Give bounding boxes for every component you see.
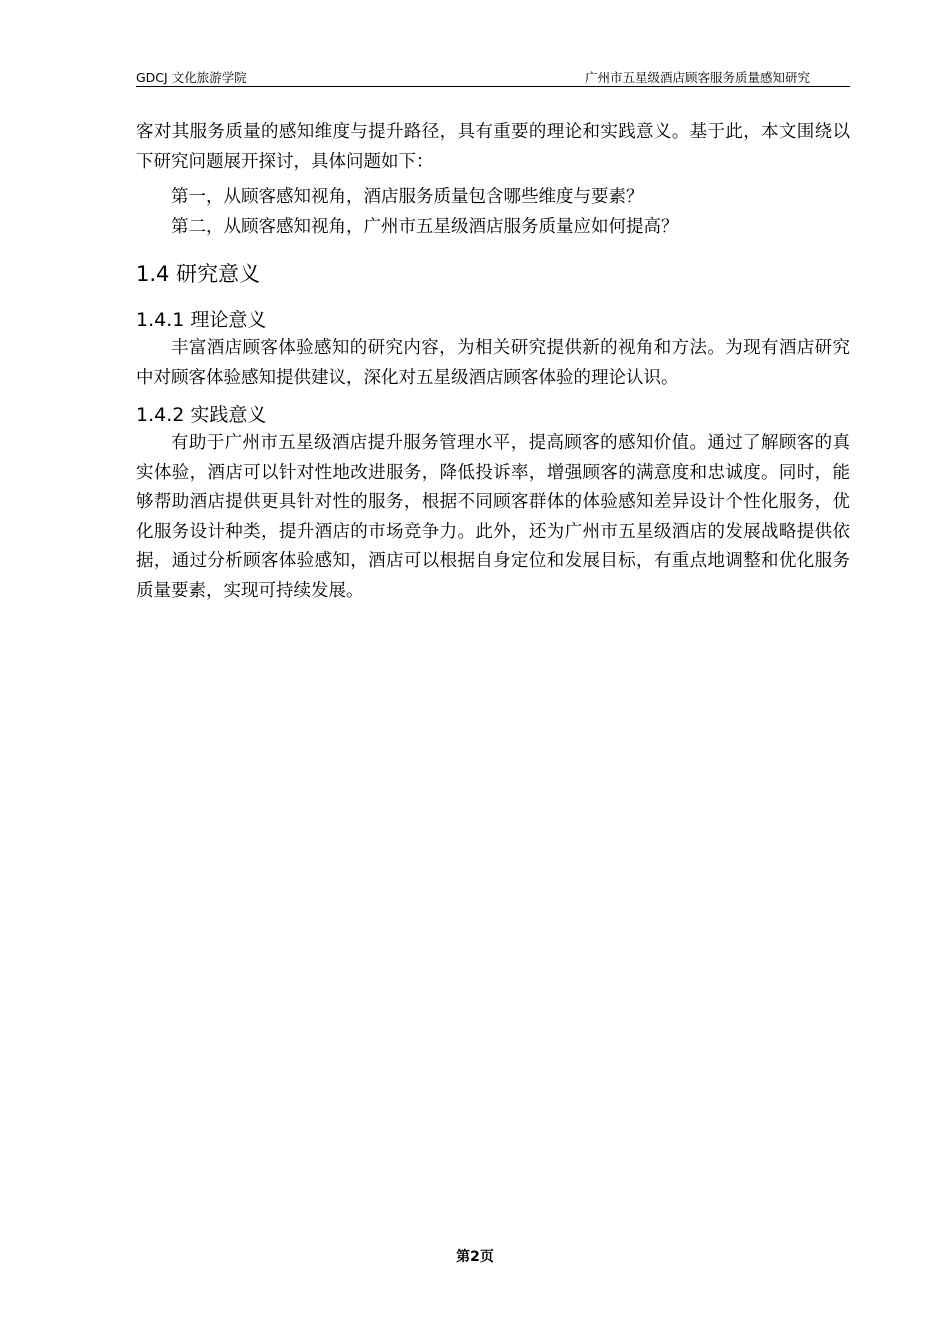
section-heading-1-4: 1.4 研究意义	[136, 262, 261, 286]
research-question-2: 第二，从顾客感知视角，广州市五星级酒店服务质量应如何提高？	[171, 217, 679, 237]
subsection-heading-1-4-2: 1.4.2 实践意义	[136, 404, 267, 426]
theory-significance-paragraph: 丰富酒店顾客体验感知的研究内容，为相关研究提供新的视角和方法。为现有酒店研究中对顾客体验感知提供建议，深化对五星级酒店顾客体验的理论认识。	[136, 338, 850, 388]
subsection-heading-1-4-1: 1.4.1 理论意义	[136, 309, 267, 331]
page-header	[136, 66, 850, 87]
header-institution: GDCJ 文化旅游学院	[136, 70, 247, 85]
header-paper-title: 广州市五星级酒店顾客服务质量感知研究	[584, 70, 810, 85]
body-paragraph-continuation: 客对其服务质量的感知维度与提升路径，具有重要的理论和实践意义。基于此，本文围绕以下研究问题展开探讨，具体问题如下：	[136, 122, 850, 172]
practice-significance-paragraph: 有助于广州市五星级酒店提升服务管理水平，提高顾客的感知价值。通过了解顾客的真实体验，酒店可以针对性地改进服务，降低投诉率，增强顾客的满意度和忠诚度。同时，能够帮助酒店提供更具针对性的服务，根据不同顾客群体的体验感知差异设计个性化服务，优化服务设计种类，提升酒店的市场竞争力。此外，还为广州市五星级酒店的发展战略提供依据，通过分析顾客体验感知，酒店可以根据自身定位和发展目标，有重点地调整和优化服务质量要素，实现可持续发展。	[136, 433, 850, 601]
research-question-1: 第一，从顾客感知视角，酒店服务质量包含哪些维度与要素？	[171, 187, 644, 207]
page-number: 第2页	[456, 1249, 494, 1265]
